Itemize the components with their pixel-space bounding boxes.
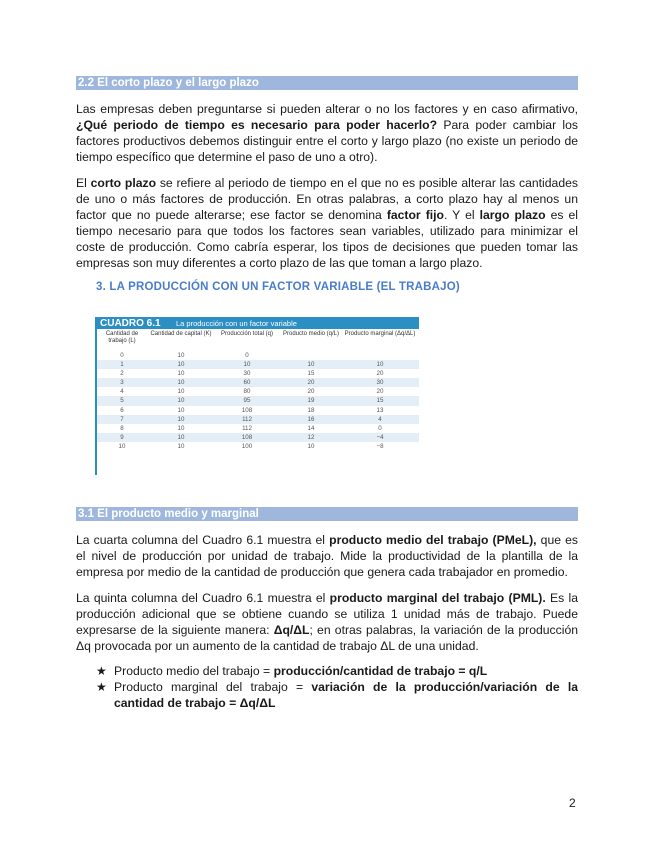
column-header: Cantidad de capital (K) bbox=[150, 331, 212, 337]
bullet-average-product bbox=[96, 663, 578, 679]
table-cell: 0 bbox=[120, 352, 124, 359]
table-header bbox=[97, 317, 419, 329]
table-cell: 10 bbox=[307, 361, 315, 369]
table-row bbox=[97, 415, 419, 424]
table-cell bbox=[343, 351, 417, 360]
table-cell: 18 bbox=[307, 406, 315, 414]
table-cell: 20 bbox=[376, 388, 384, 396]
table-cell: 6 bbox=[120, 406, 124, 414]
table-cell: 108 bbox=[241, 433, 253, 441]
table-cell: 10 bbox=[177, 370, 185, 378]
table-cell: 10 bbox=[177, 379, 185, 387]
table-cell: 3 bbox=[120, 379, 124, 387]
bullet-marginal-product bbox=[96, 679, 578, 711]
table-cell: 20 bbox=[307, 388, 315, 396]
star-icon: ★ bbox=[96, 664, 107, 678]
table-cell: −4 bbox=[376, 433, 384, 441]
table-cell: 100 bbox=[241, 442, 253, 450]
table-cell bbox=[279, 351, 343, 360]
section-heading-3-1: 3.1 El producto medio y marginal bbox=[76, 507, 578, 521]
table-cell: 19 bbox=[307, 397, 315, 405]
table-cell: 13 bbox=[376, 406, 384, 414]
table-cell: 10 bbox=[376, 361, 384, 369]
table-cell: −8 bbox=[376, 442, 384, 450]
table-cell: 112 bbox=[242, 415, 252, 423]
table-cell: 10 bbox=[243, 361, 251, 369]
section-heading-2-2: 2.2 El corto plazo y el largo plazo bbox=[76, 76, 578, 90]
table-title: La producción con un factor variable bbox=[176, 318, 297, 328]
table-cell: 4 bbox=[378, 415, 382, 423]
table-row bbox=[97, 360, 419, 369]
table-cell: 10 bbox=[177, 415, 185, 423]
table-body bbox=[97, 351, 419, 451]
table-cell: 2 bbox=[120, 370, 124, 378]
table-code: CUADRO 6.1 bbox=[100, 317, 161, 329]
table-cell: 12 bbox=[307, 433, 315, 441]
paragraph-average-product: La cuarta columna del Cuadro 6.1 muestra el producto medio del trabajo (PMeL), que es el nivel de producción por unidad de trabajo. Mide la productividad de la plantilla de la empresa por medio de la cantidad de producción que genera cada trabajador en promedio. bbox=[76, 533, 578, 579]
table-cell: 30 bbox=[376, 379, 384, 387]
table-cell: 15 bbox=[376, 397, 384, 405]
page-number: 2 bbox=[569, 796, 576, 810]
table-cell: 10 bbox=[118, 442, 126, 450]
paragraph-short-long-run: El corto plazo se refiere al periodo de tiempo en el que no es posible alterar las cantidades de uno o más factores de producción. En otras palabras, a corto plazo hay al menos un factor que no puede alterarse; ese factor se denomina factor fijo. Y el largo plazo es el tiempo necesario para que todos los factores sean variables, utilizado para minimizar el coste de producción. Como cabría esperar, los tipos de decisiones que pueden tomar las empresas son muy diferentes a corto plazo de las que toman a largo plazo. bbox=[76, 176, 578, 270]
table-cell: 10 bbox=[177, 433, 185, 441]
table-cell: 10 bbox=[177, 361, 185, 369]
table-cell: 20 bbox=[376, 370, 384, 378]
table-cell: 108 bbox=[241, 406, 253, 414]
table-row bbox=[97, 387, 419, 396]
table-cell: 0 bbox=[378, 424, 382, 432]
table-cell: 14 bbox=[307, 424, 315, 432]
column-header: Cantidad de trabajo (L) bbox=[105, 331, 139, 344]
table-cell: 9 bbox=[120, 433, 124, 441]
production-table bbox=[95, 317, 419, 475]
paragraph-intro: Las empresas deben preguntarse si pueden alterar o no los factores y en caso afirmativo, ¿Qué periodo de tiempo es necesario para poder hacerlo? Para poder cambiar los factores productivos debemos distinguir entre el corto y largo plazo (no existe un periodo de tiempo específico que determine el paso de uno a otro). bbox=[76, 102, 578, 164]
table-cell: 60 bbox=[243, 379, 251, 387]
table-cell: 10 bbox=[177, 424, 185, 432]
table-cell: 10 bbox=[177, 388, 185, 396]
bullet-text: Producto medio del trabajo = producción/cantidad de trabajo = q/L bbox=[114, 664, 488, 678]
table-cell: 112 bbox=[242, 424, 252, 432]
table-row bbox=[97, 369, 419, 378]
table-cell: 4 bbox=[120, 388, 124, 396]
table-cell: 80 bbox=[243, 388, 251, 396]
section-heading-3: 3. LA PRODUCCIÓN CON UN FACTOR VARIABLE (EL TRABAJO) bbox=[96, 281, 460, 293]
table-row bbox=[97, 378, 419, 387]
table-cell: 10 bbox=[177, 442, 185, 450]
table-cell: 16 bbox=[307, 415, 315, 423]
table-cell: 1 bbox=[120, 361, 124, 369]
table-cell: 10 bbox=[177, 397, 185, 405]
table-row bbox=[97, 396, 419, 405]
table-cell: 10 bbox=[177, 352, 185, 359]
table-row bbox=[97, 351, 419, 360]
table-cell: 8 bbox=[120, 424, 124, 432]
column-header: Producción total (q) bbox=[220, 331, 274, 337]
table-row bbox=[97, 433, 419, 442]
table-row bbox=[97, 424, 419, 433]
table-cell: 10 bbox=[307, 442, 315, 450]
star-icon: ★ bbox=[96, 680, 107, 694]
table-cell: 5 bbox=[120, 397, 124, 405]
table-cell: 95 bbox=[243, 397, 251, 405]
bullet-text: Producto marginal del trabajo = variación de la producción/variación de la cantidad de trabajo = Δq/ΔL bbox=[114, 680, 578, 710]
table-cell: 20 bbox=[307, 379, 315, 387]
column-header: Producto marginal (Δq/ΔL) bbox=[344, 331, 416, 337]
table-cell: 15 bbox=[307, 370, 315, 378]
table-cell: 10 bbox=[177, 406, 185, 414]
table-cell: 0 bbox=[245, 352, 249, 359]
table-cell: 30 bbox=[243, 370, 251, 378]
table-row bbox=[97, 442, 419, 451]
column-header: Producto medio (q/L) bbox=[282, 331, 340, 337]
table-row bbox=[97, 406, 419, 415]
table-column-headers bbox=[97, 329, 419, 351]
paragraph-marginal-product: La quinta columna del Cuadro 6.1 muestra el producto marginal del trabajo (PML). Es la producción adicional que se obtiene cuando se utiliza 1 unidad más de trabajo. Puede expresarse de la siguiente manera: Δq/ΔL; en otras palabras, la variación de la producción Δq provocada por un aumento de la cantidad de trabajo ΔL de una unidad. bbox=[76, 591, 578, 653]
table-cell: 7 bbox=[120, 415, 124, 423]
